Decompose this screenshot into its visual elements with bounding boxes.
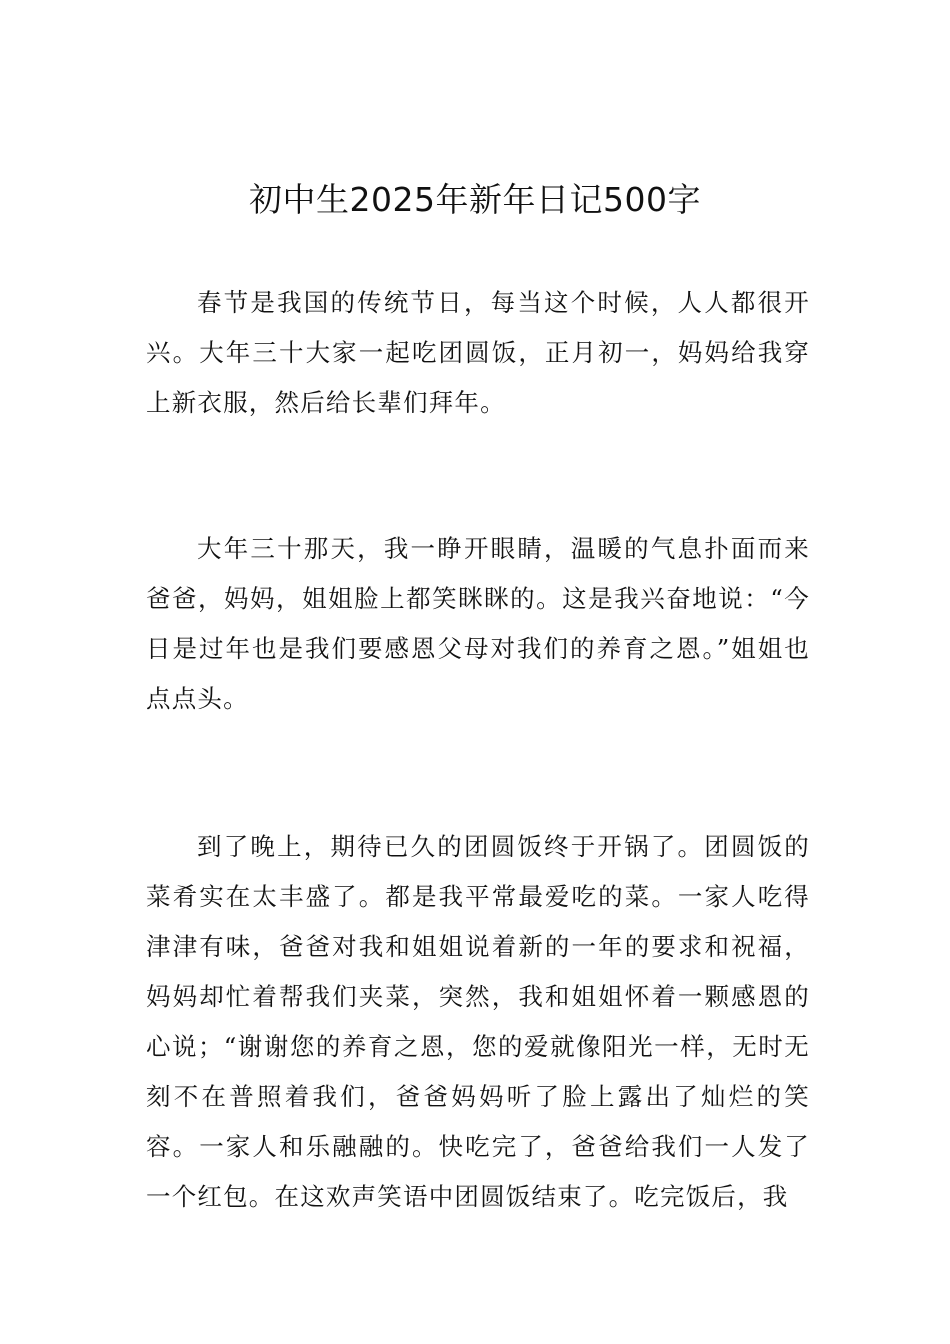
document-title: 初中生2025年新年日记500字 xyxy=(249,180,701,219)
paragraph-reunion-dinner: 到了晚上，期待已久的团圆饭终于开锅了。团圆饭的菜肴实在太丰盛了。都是我平常最爱吃的菜。一家人吃得津津有味，爸爸对我和姐姐说着新的一年的要求和祝福，妈妈却忙着帮我们夹菜，突然，我和姐姐怀着一颗感恩的心说；“谢谢您的养育之恩，您的爱就像阳光一样，无时无刻不在普照着我们，爸爸妈妈听了脸上露出了灿烂的笑容。一家人和乐融融的。快吃完了，爸爸给我们一人发了一个红包。在这欢声笑语中团圆饭结束了。吃完饭后，我 xyxy=(146,832,810,1211)
paragraph-new-years-eve-morning: 大年三十那天，我一睁开眼睛，温暖的气息扑面而来爸爸，妈妈，姐姐脸上都笑眯眯的。这是我兴奋地说：“今日是过年也是我们要感恩父母对我们的养育之恩。”姐姐也点点头。 xyxy=(146,534,810,713)
paragraph-spring-festival-intro: 春节是我国的传统节日，每当这个时候，人人都很开兴。大年三十大家一起吃团圆饭，正月初一，妈妈给我穿上新衣服，然后给长辈们拜年。 xyxy=(146,288,810,417)
